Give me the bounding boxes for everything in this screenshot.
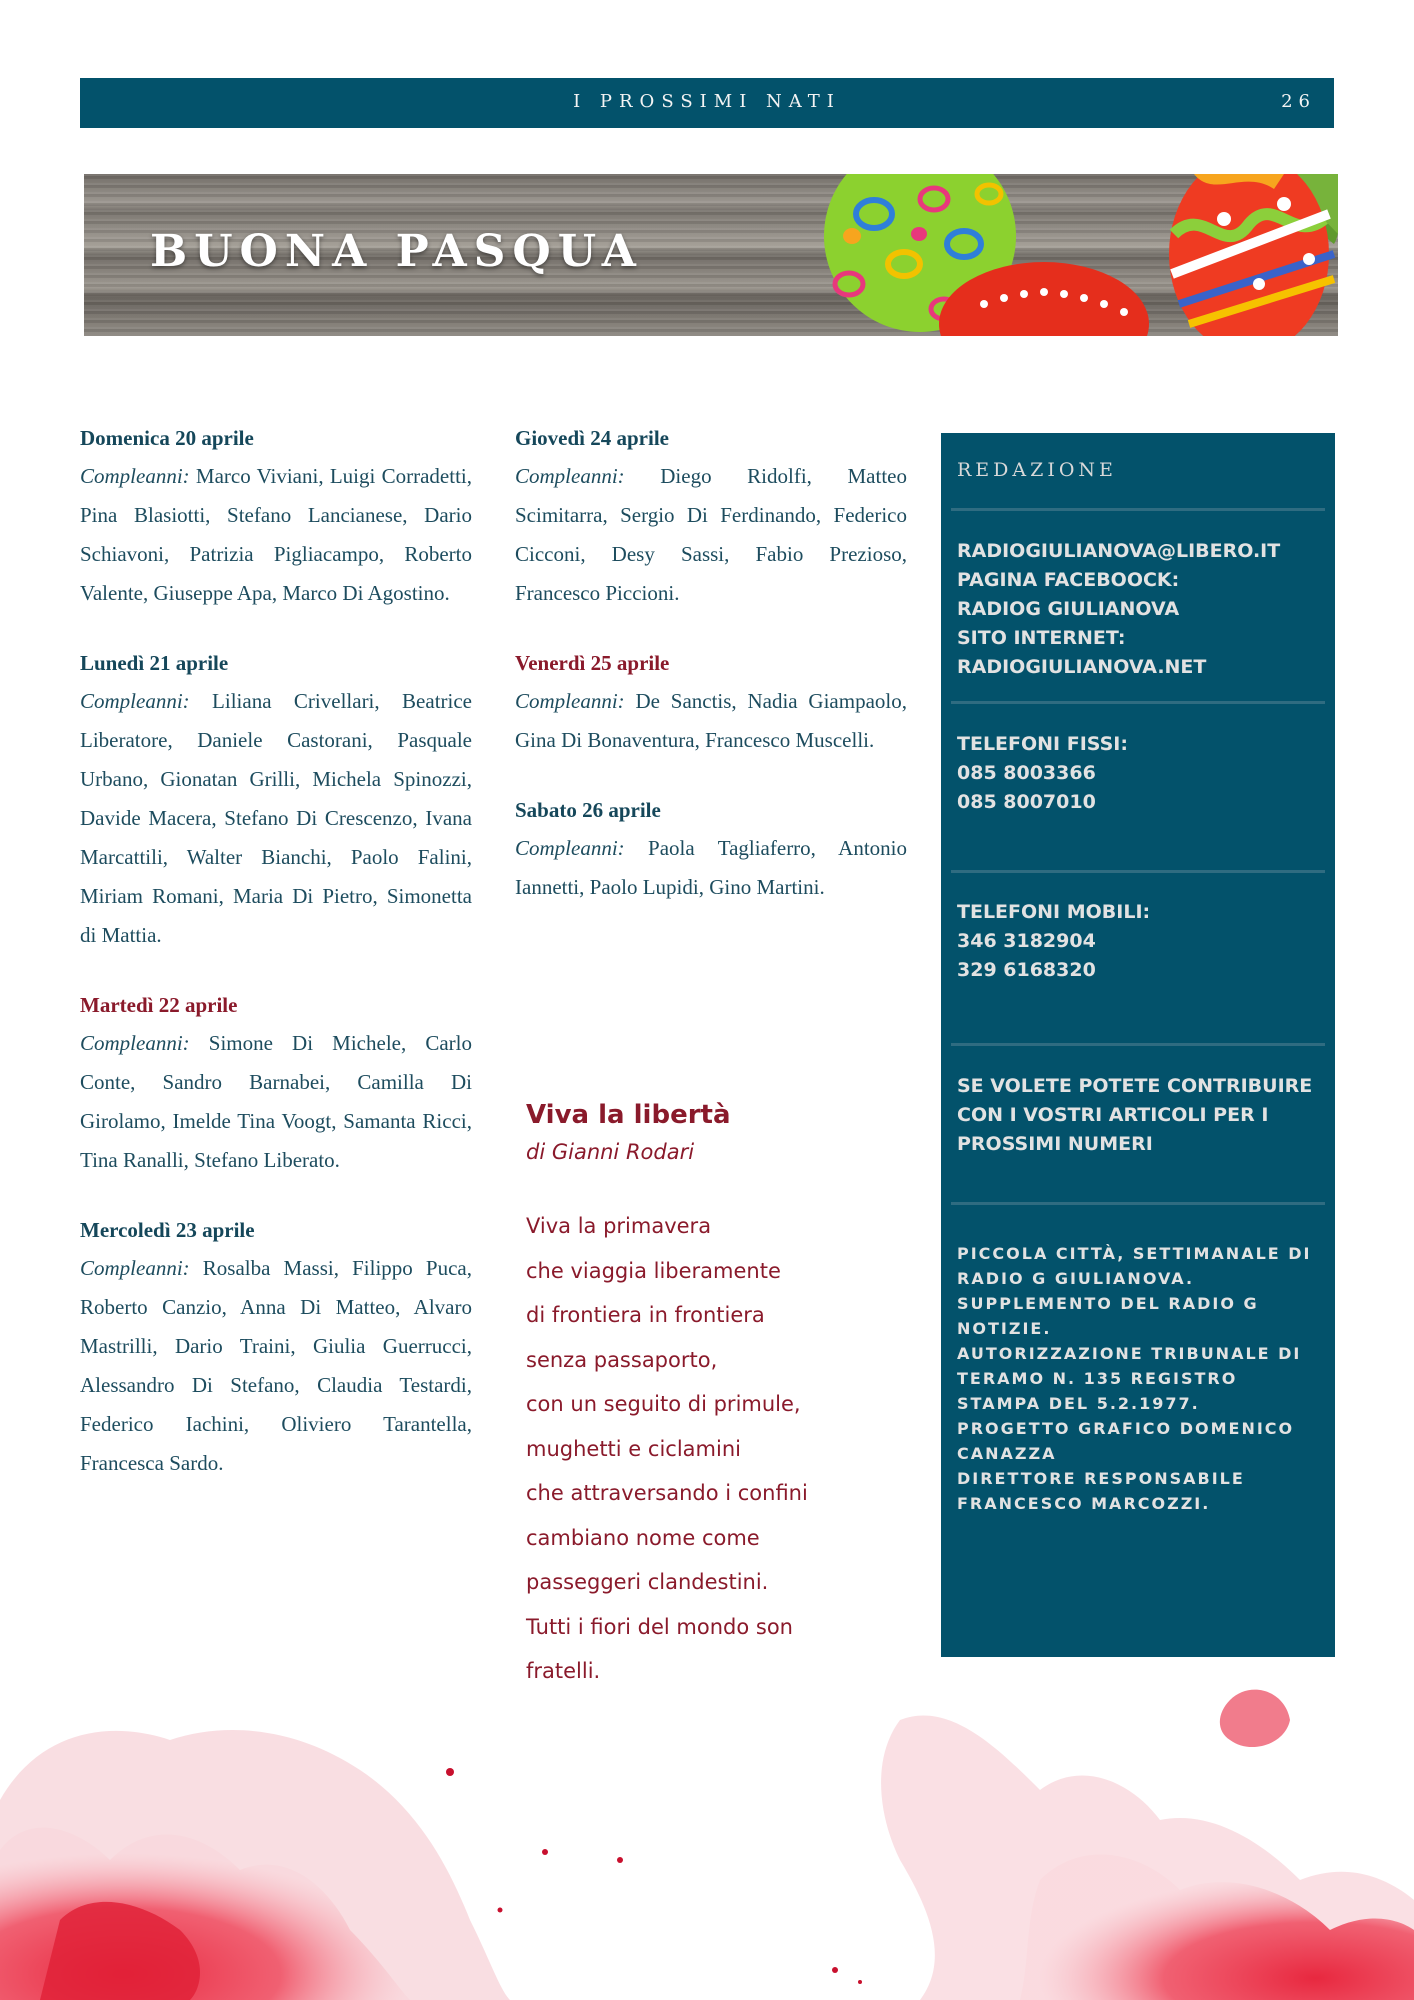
banner-title: BUONA PASQUA [150, 226, 643, 277]
poem-line: con un seguito di primule, [526, 1392, 801, 1416]
day-entry [515, 651, 907, 760]
email-link[interactable]: RADIOGIULIANOVA@LIBERO.IT [957, 540, 1281, 562]
colophon-line: SUPPLEMENTO DEL RADIO G NOTIZIE. [957, 1294, 1259, 1338]
poem-author: di Gianni Rodari [526, 1140, 695, 1164]
day-entry [80, 651, 472, 955]
poem-line: Viva la primavera [526, 1214, 712, 1238]
mobile-phone: 329 6168320 [957, 959, 1096, 981]
day-title: Martedì 22 aprile [80, 993, 238, 1017]
poem-line: Tutti i fiori del mondo son [526, 1614, 793, 1639]
header-bar [80, 78, 1334, 128]
poem-line: che viaggia liberamente [526, 1258, 781, 1283]
day-title: Sabato 26 aprile [515, 798, 661, 822]
names-list: Rosalba Massi, Filippo Puca, Roberto Canzio, Anna Di Matteo, Alvaro Mastrilli, Dario Traini, Giulia Guerrucci, Alessandro Di Stefano, Claudia Testardi, Federico Iachini, Oliviero Tarantella, Francesca Sardo. [80, 1256, 472, 1475]
colophon-line: PICCOLA CITTÀ, SETTIMANALE DI RADIO G GIULIANOVA. [957, 1244, 1312, 1288]
names-list: Diego Ridolfi, Matteo Scimitarra, Sergio Di Ferdinando, Federico Cicconi, Desy Sassi, Fabio Prezioso, Francesco Piccioni. [515, 464, 907, 605]
poem-line: cambiano nome come [526, 1525, 760, 1550]
day-title: Mercoledì 23 aprile [80, 1218, 255, 1242]
website-label: SITO INTERNET: [957, 627, 1126, 649]
poem [526, 1100, 906, 1694]
names-list: Marco Viviani, Luigi Corradetti, Pina Blasiotti, Stefano Lancianese, Dario Schiavoni, Patrizia Pigliacampo, Roberto Valente, Giuseppe Apa, Marco Di Agostino. [80, 464, 472, 605]
birthdays-label: Compleanni: [515, 689, 625, 713]
names-list: De Sanctis, Nadia Giampaolo, Gina Di Bonaventura, Francesco Muscelli. [515, 689, 907, 752]
day-title: Venerdì 25 aprile [515, 651, 670, 675]
facebook-page: RADIOG GIULIANOVA [957, 598, 1180, 620]
day-names [80, 1249, 472, 1483]
day-entry [80, 1218, 472, 1483]
poem-line: fratelli. [526, 1659, 601, 1683]
day-entry [515, 798, 907, 907]
day-title: Giovedì 24 aprile [515, 426, 669, 450]
mobile-phone: 346 3182904 [957, 930, 1096, 952]
mobile-phones-label: TELEFONI MOBILI: [957, 901, 1151, 923]
birthdays-label: Compleanni: [80, 1256, 190, 1280]
editorial-sidebar [941, 433, 1335, 1657]
birthdays-label: Compleanni: [515, 464, 625, 488]
mobile-phones [957, 898, 1327, 985]
day-entry [80, 426, 472, 613]
fixed-phones-label: TELEFONI FISSI: [957, 733, 1128, 755]
website-link[interactable]: RADIOGIULIANOVA.NET [957, 656, 1207, 678]
fixed-phones [957, 730, 1327, 817]
sidebar-divider [951, 1202, 1325, 1205]
birthdays-label: Compleanni: [515, 836, 625, 860]
day-names [515, 829, 907, 907]
birthdays-label: Compleanni: [80, 464, 190, 488]
poem-line: che attraversando i confini [526, 1481, 808, 1505]
day-entry [515, 426, 907, 613]
colophon-line: DIRETTORE RESPONSABILE FRANCESCO MARCOZZI. [957, 1469, 1245, 1513]
poem-line: di frontiera in frontiera [526, 1303, 765, 1327]
sidebar-divider [951, 870, 1325, 873]
day-names [80, 1024, 472, 1180]
day-names [80, 682, 472, 955]
fixed-phone: 085 8003366 [957, 762, 1096, 784]
day-names [515, 457, 907, 613]
names-list: Liliana Crivellari, Beatrice Liberatore, Daniele Castorani, Pasquale Urbano, Gionatan Grilli, Michela Spinozzi, Davide Macera, Stefano Di Crescenzo, Ivana Marcattili, Walter Bianchi, Paolo Falini, Miriam Romani, Maria Di Pietro, Simonetta di Mattia. [80, 689, 472, 947]
poem-title: Viva la libertà [526, 1100, 731, 1130]
easter-banner [84, 174, 1338, 336]
contact-info [957, 537, 1327, 682]
sidebar-divider [951, 508, 1325, 511]
day-title: Lunedì 21 aprile [80, 651, 229, 675]
birthdays-column-right [515, 426, 907, 945]
watercolor-splash-decoration [0, 1660, 1414, 2000]
birthdays-column-left [80, 426, 472, 1521]
sidebar-title: REDAZIONE [957, 459, 1117, 481]
sidebar-divider [951, 701, 1325, 704]
day-title: Domenica 20 aprile [80, 426, 254, 450]
colophon [957, 1241, 1327, 1516]
birthdays-label: Compleanni: [80, 1031, 190, 1055]
contribute-note: SE VOLETE POTETE CONTRIBUIRE CON I VOSTRI ARTICOLI PER I PROSSIMI NUMERI [957, 1075, 1313, 1155]
colophon-line: PROGETTO GRAFICO DOMENICO CANAZZA [957, 1419, 1295, 1463]
sidebar-divider [951, 1043, 1325, 1046]
facebook-label: PAGINA FACEBOOCK: [957, 569, 1180, 591]
day-names [80, 457, 472, 613]
day-names [515, 682, 907, 760]
birthdays-label: Compleanni: [80, 689, 190, 713]
page-number: 26 [1281, 91, 1316, 112]
poem-line: senza passaporto, [526, 1347, 718, 1372]
names-list: Simone Di Michele, Carlo Conte, Sandro Barnabei, Camilla Di Girolamo, Imelde Tina Voogt, Samanta Ricci, Tina Ranalli, Stefano Liberato. [80, 1031, 472, 1172]
poem-line: mughetti e ciclamini [526, 1436, 741, 1461]
poem-line: passeggeri clandestini. [526, 1570, 769, 1594]
section-title: I PROSSIMI NATI [573, 91, 841, 112]
day-entry [80, 993, 472, 1180]
fixed-phone: 085 8007010 [957, 791, 1096, 813]
names-list: Paola Tagliaferro, Antonio Iannetti, Paolo Lupidi, Gino Martini. [515, 836, 907, 899]
colophon-line: AUTORIZZAZIONE TRIBUNALE DI TERAMO N. 135 REGISTRO STAMPA DEL 5.2.1977. [957, 1344, 1302, 1413]
